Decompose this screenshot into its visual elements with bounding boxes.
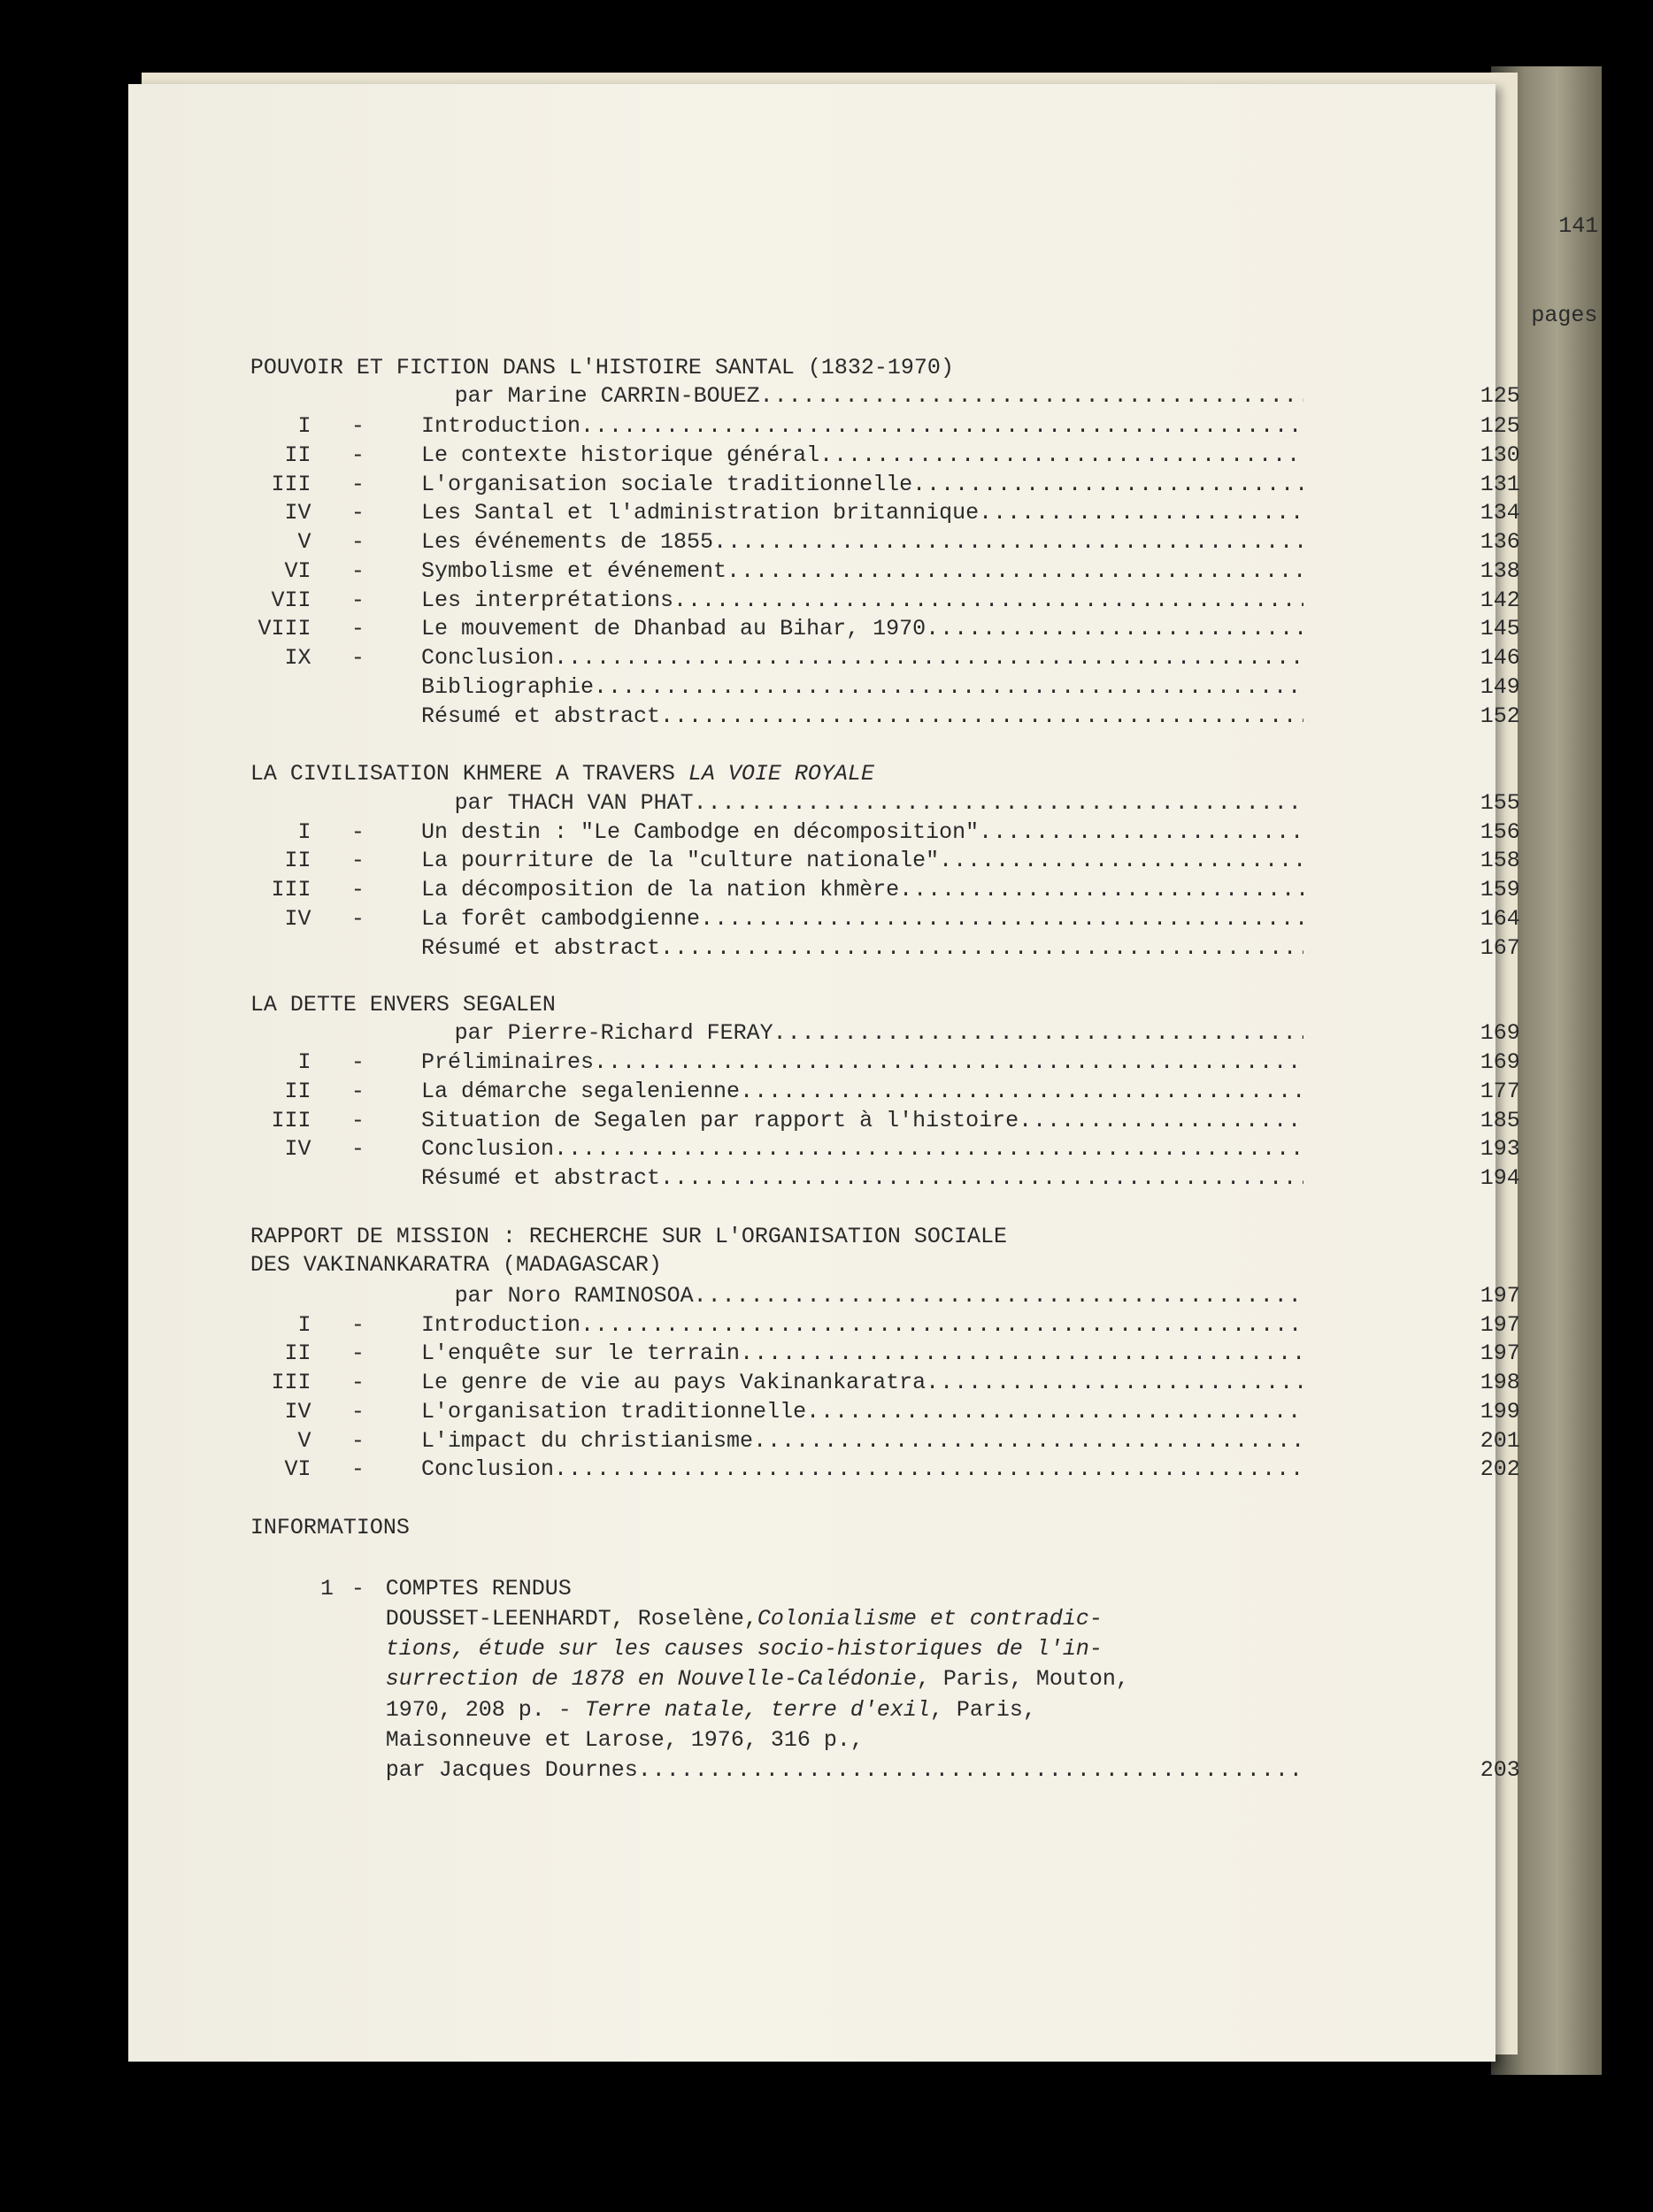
item-num: IV bbox=[284, 1136, 311, 1163]
toc-item: L'impact du christianisme ..... bbox=[421, 1427, 1303, 1455]
toc-item: Les Santal et l'administration britannique ..... bbox=[421, 499, 1303, 527]
review-line-5: Maisonneuve et Larose, 1976, 316 p., bbox=[385, 1727, 864, 1754]
section-title-line2: DES VAKINANKARATRA (MADAGASCAR) bbox=[250, 1252, 662, 1279]
toc-item: Symbolisme et événement ..... bbox=[421, 557, 1303, 586]
toc-item: Conclusion ..... bbox=[421, 1455, 1303, 1484]
page-ref: 149 bbox=[1480, 673, 1520, 700]
toc-item: La démarche segalenienne ..... bbox=[421, 1078, 1303, 1106]
page-ref: 197 bbox=[1480, 1311, 1520, 1338]
item-num: III bbox=[271, 877, 311, 903]
page-ref: 156 bbox=[1480, 818, 1520, 845]
toc-item: Le genre de vie au pays Vakinankaratra ..... bbox=[421, 1369, 1303, 1397]
page-ref: 201 bbox=[1480, 1427, 1520, 1454]
toc-item: La pourriture de la "culture nationale" ..... bbox=[421, 847, 1303, 875]
item-num: I bbox=[297, 413, 311, 439]
page-ref: 167 bbox=[1480, 934, 1520, 961]
item-num: I bbox=[297, 818, 311, 845]
page-ref: 199 bbox=[1480, 1398, 1520, 1425]
toc-item: L'organisation sociale traditionnelle ..... bbox=[421, 471, 1303, 499]
item-num: IV bbox=[284, 905, 311, 932]
author-line: par Pierre-Richard FERAY ..... bbox=[455, 1019, 1303, 1048]
page-ref: 185 bbox=[1480, 1107, 1520, 1133]
toc-item: Les interprétations ..... bbox=[421, 587, 1303, 615]
item-num: IV bbox=[284, 1398, 311, 1425]
page-ref: 142 bbox=[1480, 587, 1520, 613]
page-ref: 177 bbox=[1480, 1078, 1520, 1104]
toc-item: Le contexte historique général ..... bbox=[421, 442, 1303, 470]
toc-item: Le mouvement de Dhanbad au Bihar, 1970 ..... bbox=[421, 615, 1303, 643]
subsection-number: 1 bbox=[319, 1575, 334, 1601]
toc-item: Résumé et abstract ..... bbox=[421, 934, 1303, 963]
page-ref: 158 bbox=[1480, 848, 1520, 874]
page-ref: 197 bbox=[1480, 1282, 1520, 1309]
toc-item: L'enquête sur le terrain ..... bbox=[421, 1340, 1303, 1368]
page-ref: 138 bbox=[1480, 557, 1520, 584]
page-ref: 198 bbox=[1480, 1370, 1520, 1396]
section-title: INFORMATIONS bbox=[250, 1514, 410, 1540]
review-line-3: surrection de 1878 en Nouvelle-Calédonie, Paris, Mouton, bbox=[385, 1666, 1129, 1693]
section-title: POUVOIR ET FICTION DANS L'HISTOIRE SANTAL (1832-1970) bbox=[250, 355, 954, 381]
toc-item: Les événements de 1855 ..... bbox=[421, 528, 1303, 557]
document-page: 141 pages POUVOIR ET FICTION DANS L'HISTOIRE SANTAL (1832-1970) par Marine CARRIN-BOUEZ ..... 125 I - Introduction ..... 125 II - Le contexte historique général ..... 130 III - L'organisation sociale traditionnelle ..... 131 IV - Les Santal et l'administration britannique ..... 134 V - Les événements de 1855 ..... 136 VI - Symbolisme et événement ..... 138 VII - Les interprétations ..... 142 VIII - Le mouvement de Dhanbad au Bihar, 1970 ..... 145 IX - Conclusion ..... 146 Bibliographie ..... 149 Résumé et abstract ..... 152 LA CIVILISATION KHMERE A TRAVERS LA VOIE ROYALE par THACH VAN PHAT ..... 155 I - Un destin : "Le Cambodge en décomposition" ..... 156 II - La pourriture de la "culture nationale" ..... 158 III - La décomposition de la nation khmère ..... 159 IV - La forêt cambodgienne ..... 164 Résumé et abstract ..... 167 LA DETTE ENVERS SEGALEN par Pierre-Richard FERAY ..... 169 I - Préliminaires ..... 169 II - La démarche segalenienne ..... 177 III - Situation de Segalen par rapport à l'histoire ..... 185 IV - Conclusion ..... 193 Résumé et abstract ..... 194 RAPPORT DE MISSION : RECHERCHE SUR L'ORGANISATION SOCIALE DES VAKINANKARATRA (MADAGASCAR) par Noro RAMINOSOA ..... 197 I - Introduction ..... 197 II - L'enquête sur le terrain ..... 197 III - Le genre de vie au pays Vakinankaratra ..... 198 IV - L'organisation traditionnelle ..... 199 V - L'impact du christianisme ..... 201 VI - Conclusion ..... 202 INFORMATIONS 1 - COMPTES RENDUS DOUSSET-LEENHARDT, Roselène,Colonialisme et contradic- tions, étude sur les causes socio-historiques de l'in- surrection de 1878 en Nouvelle-Calédonie, Paris, Mouton, 1970, 208 p. - Terre natale, terre d'exil, Paris, Maisonneuve et Larose, 1976, 316 p., par Jacques Dournes ..... 203 bbox=[128, 84, 1495, 2062]
toc-item: Préliminaires ..... bbox=[421, 1048, 1303, 1077]
page-ref: 155 bbox=[1480, 789, 1520, 816]
toc-item: Résumé et abstract ..... bbox=[421, 1164, 1303, 1193]
item-num: V bbox=[297, 529, 311, 556]
page-ref: 145 bbox=[1480, 616, 1520, 642]
item-num: III bbox=[271, 471, 311, 497]
page-ref: 125 bbox=[1480, 382, 1520, 409]
page-ref: 159 bbox=[1480, 877, 1520, 903]
toc-item: Situation de Segalen par rapport à l'histoire ..... bbox=[421, 1107, 1303, 1135]
section-title: RAPPORT DE MISSION : RECHERCHE SUR L'ORGANISATION SOCIALE bbox=[250, 1223, 1007, 1249]
section-title: LA CIVILISATION KHMERE A TRAVERS LA VOIE ROYALE bbox=[250, 761, 874, 787]
page-ref: 164 bbox=[1480, 905, 1520, 932]
item-num: VII bbox=[271, 587, 311, 613]
section-title: LA DETTE ENVERS SEGALEN bbox=[250, 991, 556, 1018]
toc-item: Conclusion ..... bbox=[421, 644, 1303, 672]
page-ref: 130 bbox=[1480, 442, 1520, 468]
page-ref: 131 bbox=[1480, 471, 1520, 497]
item-num: III bbox=[271, 1107, 311, 1133]
page-ref: 202 bbox=[1480, 1456, 1520, 1483]
review-line-4: 1970, 208 p. - Terre natale, terre d'exil, Paris, bbox=[385, 1696, 1036, 1723]
item-num: VI bbox=[284, 1456, 311, 1483]
item-num: II bbox=[284, 1340, 311, 1367]
author-line: par Noro RAMINOSOA ..... bbox=[455, 1282, 1303, 1310]
page-ref: 125 bbox=[1480, 413, 1520, 439]
page-ref: 203 bbox=[1480, 1757, 1520, 1784]
page-ref: 193 bbox=[1480, 1136, 1520, 1163]
toc-item: Introduction ..... bbox=[421, 1311, 1303, 1340]
page-ref: 136 bbox=[1480, 529, 1520, 556]
toc-item: L'organisation traditionnelle ..... bbox=[421, 1398, 1303, 1426]
item-num: I bbox=[297, 1049, 311, 1076]
item-num: IX bbox=[284, 645, 311, 672]
page-ref: 152 bbox=[1480, 703, 1520, 729]
subsection-title: COMPTES RENDUS bbox=[385, 1575, 572, 1601]
review-line-1: DOUSSET-LEENHARDT, Roselène,Colonialisme et contradic- bbox=[385, 1605, 1103, 1632]
toc-item: Bibliographie ..... bbox=[421, 673, 1303, 702]
item-num: II bbox=[284, 442, 311, 468]
item-num: II bbox=[284, 1078, 311, 1104]
item-num: VIII bbox=[258, 616, 311, 642]
page-ref: 169 bbox=[1480, 1020, 1520, 1047]
author-line: par Marine CARRIN-BOUEZ ..... bbox=[455, 382, 1303, 411]
item-num: V bbox=[297, 1427, 311, 1454]
page-number: 141 bbox=[1558, 212, 1599, 239]
toc-item: Conclusion ..... bbox=[421, 1135, 1303, 1164]
toc-item: La forêt cambodgienne ..... bbox=[421, 905, 1303, 933]
page-ref: 146 bbox=[1480, 645, 1520, 672]
page-ref: 169 bbox=[1480, 1049, 1520, 1076]
page-ref: 197 bbox=[1480, 1340, 1520, 1367]
author-line: par THACH VAN PHAT ..... bbox=[455, 789, 1303, 818]
toc-item: Résumé et abstract ..... bbox=[421, 703, 1303, 731]
page-ref: 194 bbox=[1480, 1165, 1520, 1192]
item-num: IV bbox=[284, 500, 311, 526]
item-num: I bbox=[297, 1311, 311, 1338]
toc-item: Un destin : "Le Cambodge en décomposition" ..... bbox=[421, 818, 1303, 847]
toc-item: La décomposition de la nation khmère ..... bbox=[421, 876, 1303, 904]
item-num: III bbox=[271, 1370, 311, 1396]
review-byline: par Jacques Dournes ..... bbox=[386, 1756, 1303, 1785]
toc-item: Introduction ..... bbox=[421, 412, 1303, 441]
page-ref: 134 bbox=[1480, 500, 1520, 526]
item-num: VI bbox=[284, 557, 311, 584]
review-line-2: tions, étude sur les causes socio-historiques de l'in- bbox=[385, 1636, 1103, 1663]
pages-column-header: pages bbox=[1531, 303, 1598, 329]
item-num: II bbox=[284, 848, 311, 874]
